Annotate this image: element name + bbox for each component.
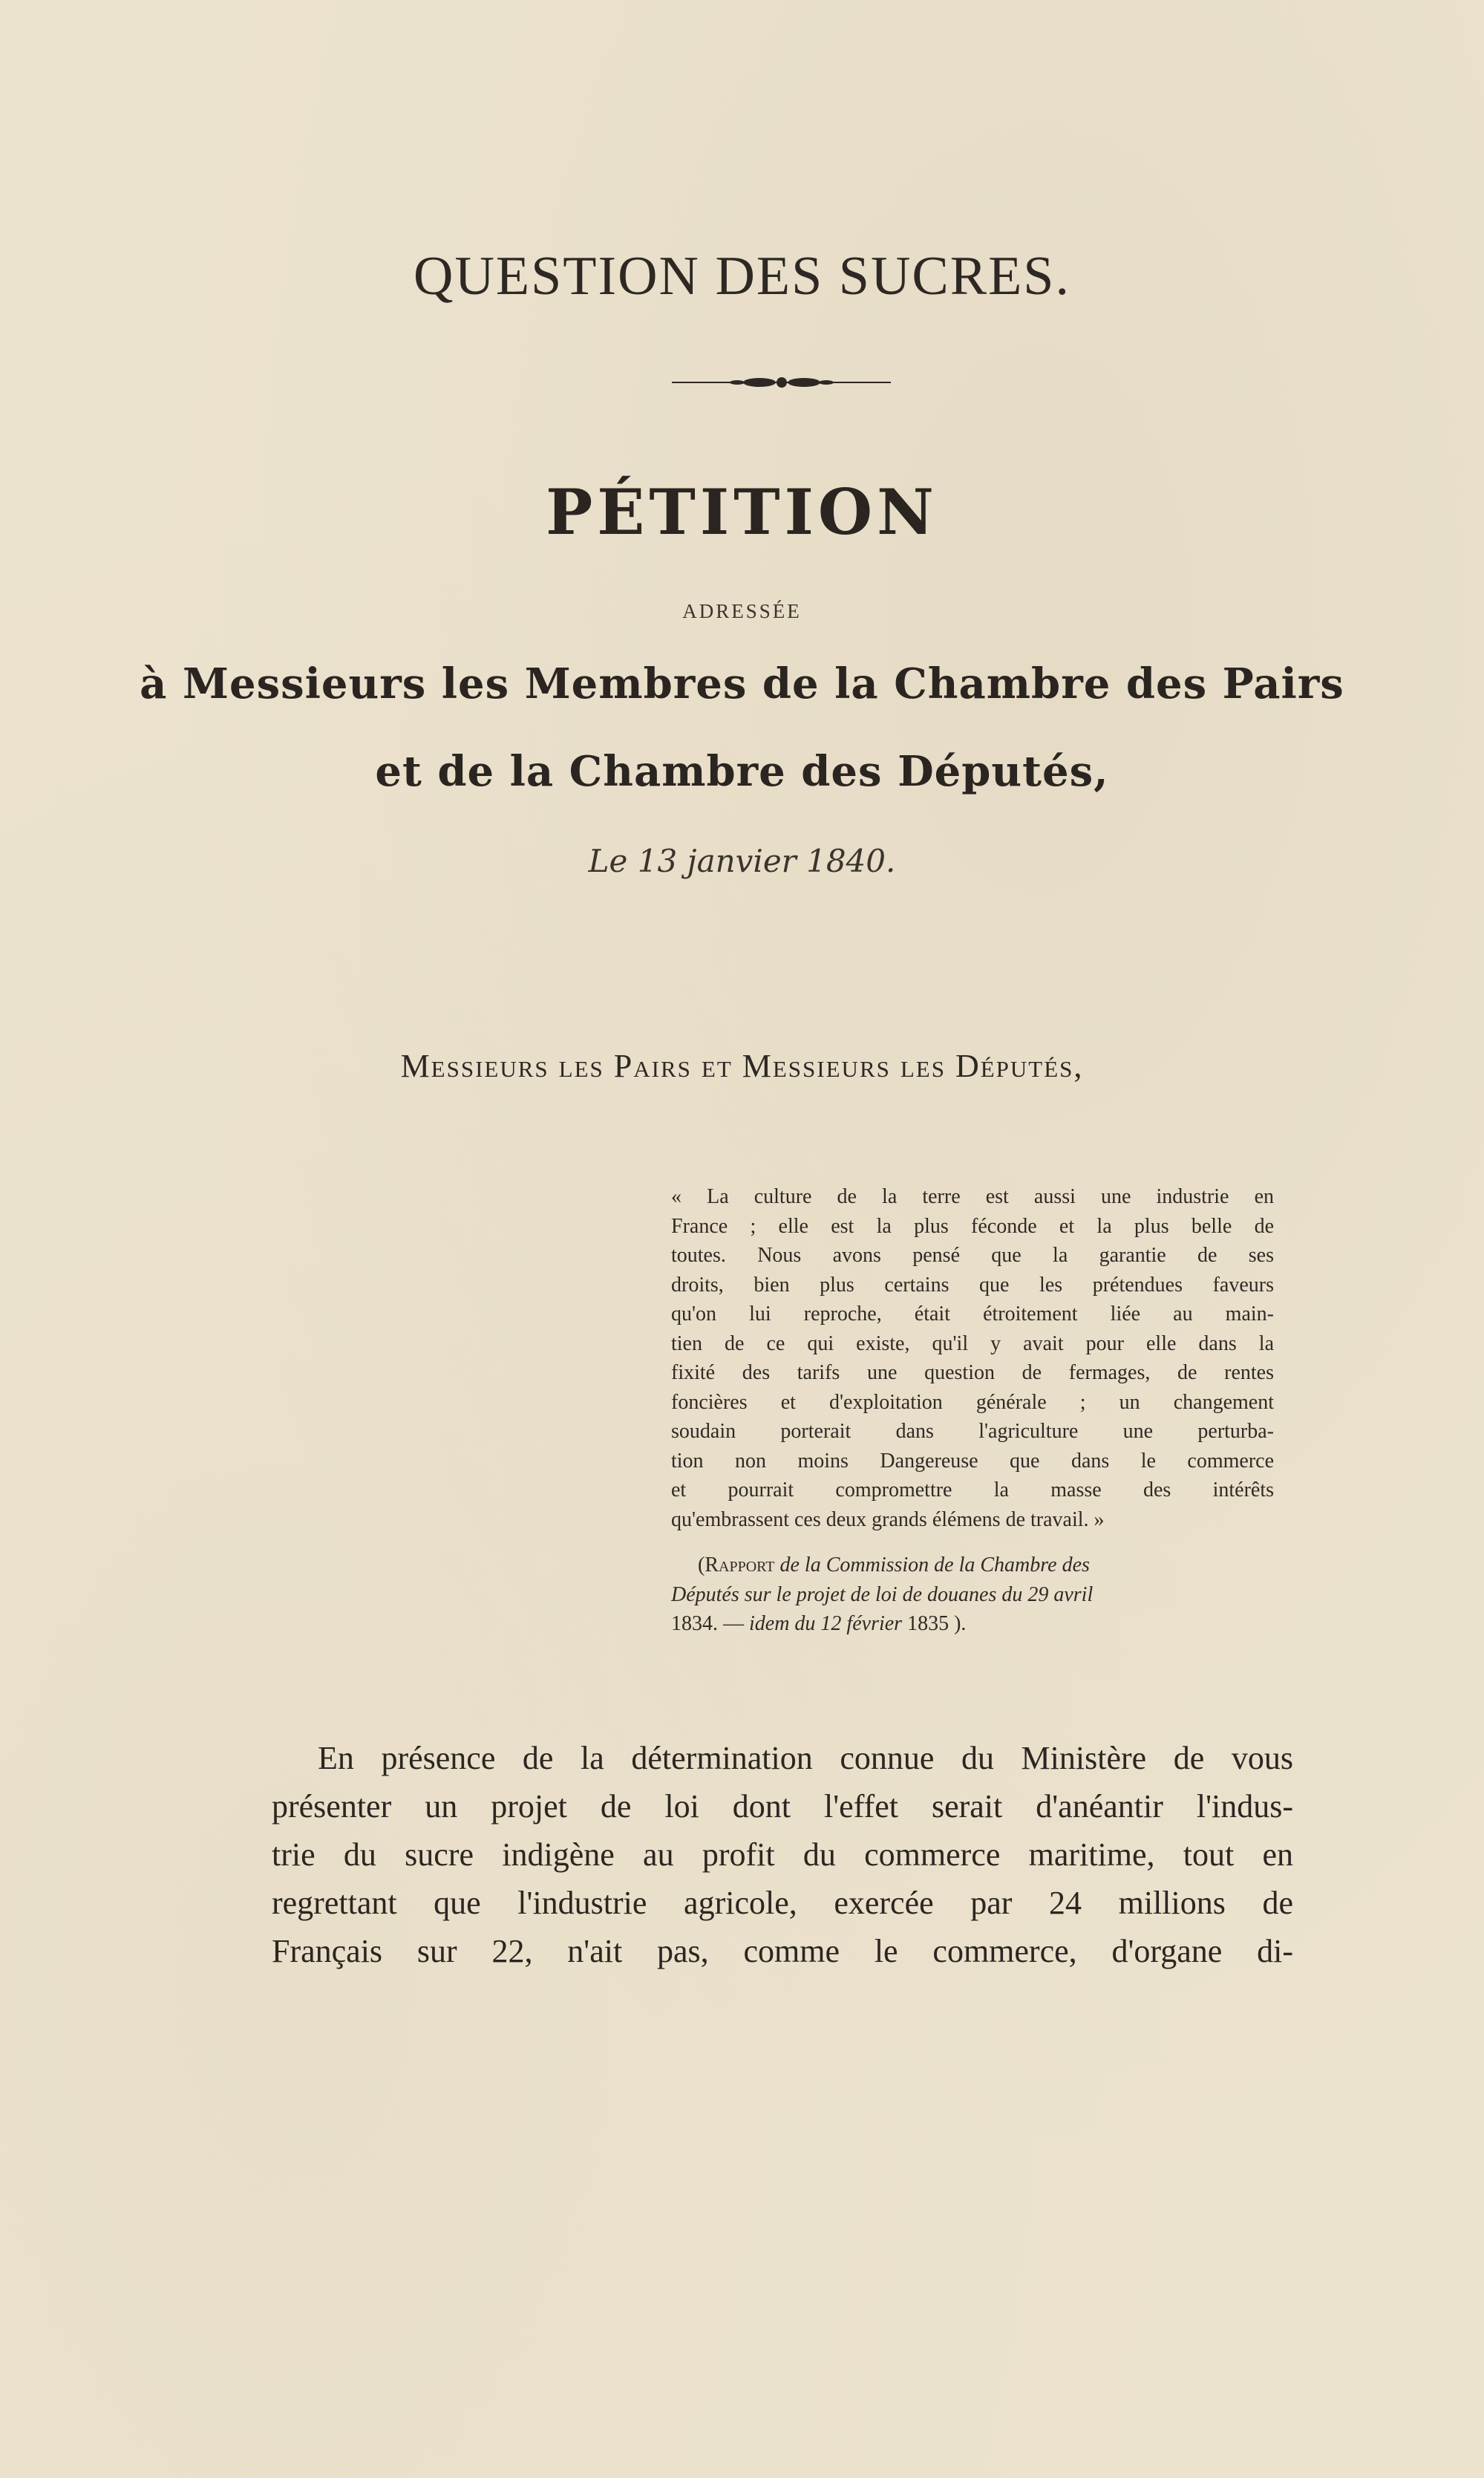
- epigraph-line: soudain porterait dans l'agriculture une perturba-: [671, 1420, 1274, 1443]
- epigraph-line: foncières et d'exploitation générale ; un changement: [671, 1390, 1274, 1414]
- body-line: regrettant que l'industrie agricole, exercée par 24 millions de: [272, 1885, 1293, 1921]
- addressee-line-2: et de la Chambre des Députés,: [375, 747, 1109, 796]
- body-line: trie du sucre indigène au profit du commerce maritime, tout en: [272, 1836, 1293, 1873]
- source-prefix: (: [698, 1553, 705, 1577]
- epigraph-line: fixité des tarifs une question de fermages, de rentes: [671, 1361, 1274, 1384]
- epigraph-line: « La culture de la terre est aussi une industrie en: [671, 1185, 1274, 1208]
- source-part1: de la Commission de la Chambre des: [774, 1553, 1090, 1577]
- petition-date: Le 13 janvier 1840.: [588, 843, 896, 879]
- epigraph-line: tien de ce qui existe, qu'il y avait pour elle dans la: [671, 1331, 1274, 1355]
- petition-heading: PÉTITION: [546, 475, 938, 549]
- epigraph-line: qu'embrassent ces deux grands élémens de travail. »: [671, 1507, 1105, 1531]
- ornament-divider: [672, 375, 891, 390]
- addressee-line-1: à Messieurs les Membres de la Chambre des Pairs: [140, 659, 1344, 708]
- epigraph-quote: [671, 1182, 1274, 1534]
- epigraph-source: [671, 1551, 1274, 1639]
- adressee-label: ADRESSÉE: [682, 600, 802, 622]
- epigraph-line: et pourrait compromettre la masse des intérêts: [671, 1478, 1274, 1502]
- epigraph-line: toutes. Nous avons pensé que la garantie de ses: [671, 1244, 1274, 1267]
- source-line-2: Députés sur le projet de loi de douanes du 29 avril: [671, 1582, 1094, 1606]
- body-line: Français sur 22, n'ait pas, comme le commerce, d'organe di-: [272, 1933, 1293, 1969]
- body-line: présenter un projet de loi dont l'effet serait d'anéantir l'indus-: [272, 1788, 1293, 1825]
- body-line: En présence de la détermination connue du Ministère de vous: [318, 1740, 1293, 1776]
- source-idem: idem du 12 février: [749, 1612, 903, 1635]
- epigraph-line: France ; elle est la plus féconde et la plus belle de: [671, 1214, 1274, 1238]
- source-rapport: Rapport: [705, 1553, 775, 1577]
- page-title: QUESTION DES SUCRES.: [414, 246, 1070, 307]
- source-line-1: [671, 1551, 1274, 1580]
- salutation: Messieurs les Pairs et Messieurs les Députés,: [400, 1048, 1084, 1084]
- epigraph-line: droits, bien plus certains que les prétendues faveurs: [671, 1273, 1274, 1297]
- source-year2: 1835 ).: [902, 1612, 967, 1635]
- epigraph-line: tion non moins Dangereuse que dans le commerce: [671, 1449, 1274, 1473]
- body-paragraph: [272, 1734, 1293, 1975]
- source-line-3: [671, 1609, 1274, 1639]
- epigraph-line: qu'on lui reproche, était étroitement liée au main-: [671, 1302, 1274, 1326]
- source-year1: 1834. —: [671, 1612, 749, 1635]
